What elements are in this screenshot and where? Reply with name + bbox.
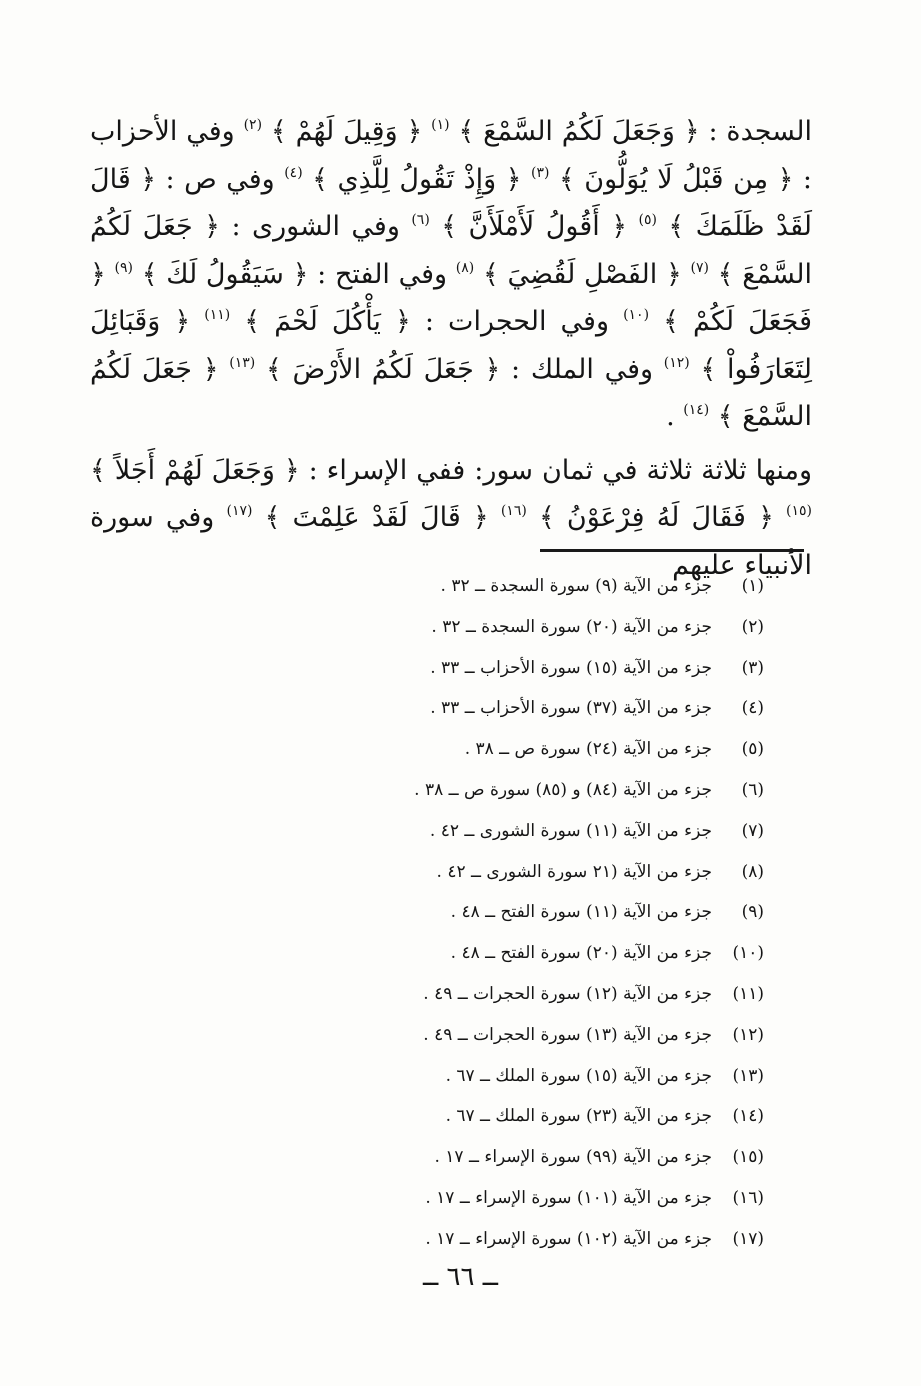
footnote-reference: (١١) [204, 307, 231, 323]
footnote-number: (١٦) [732, 1187, 764, 1208]
footnote-text: جزء من الآية (٢١ سورة الشورى ــ ٤٢ . [436, 861, 712, 882]
footnote-text: جزء من الآية (٢٠) سورة السجدة ــ ٣٢ . [431, 616, 712, 637]
footnote-reference: (٣) [530, 164, 550, 181]
footnote-text: جزء من الآية (١٢) سورة الحجرات ــ ٤٩ . [423, 983, 712, 1004]
footnote-item [164, 1219, 764, 1260]
footnote-reference: (٩) [114, 259, 133, 276]
footnote-text: جزء من الآية (٢٠) سورة الفتح ــ ٤٨ . [450, 943, 712, 964]
text-run: وفي الأحزاب : ﴿ مِن قَبْلُ لَا يُوَلُّونَ ﴾ [90, 116, 812, 195]
footnote-item [164, 729, 764, 770]
footnote-number: (١٣) [732, 1065, 764, 1086]
footnote-item [164, 1056, 764, 1097]
footnote-reference: (٤) [284, 164, 303, 181]
text-run: وفي الحجرات : ﴿ يَأْكُلَ لَحْمَ ﴾ [230, 306, 624, 337]
footnote-separator [540, 549, 804, 552]
text-run: وفي الملك : ﴿ جَعَلَ لَكُمُ الأَرْضَ ﴾ [255, 353, 664, 385]
footnote-reference: (١٠) [623, 307, 650, 323]
footnote-item [164, 688, 764, 729]
footnote-text: جزء من الآية (٣٧) سورة الأحزاب ــ ٣٣ . [430, 698, 712, 719]
footnote-number: (٣) [741, 657, 764, 678]
footnote-item [164, 566, 764, 607]
text-run: ﴿ الفَصْلِ لَقُضِيَ ﴾ [474, 258, 691, 290]
page-number: ــ ٦٦ ــ [423, 1262, 498, 1292]
footnote-item [164, 1015, 764, 1056]
footnote-reference: (١٢) [663, 354, 690, 371]
footnote-item [164, 1178, 764, 1219]
footnote-number: (٤) [741, 698, 764, 719]
text-run: وفي ص : ﴿ قَالَ لَقَدْ ظَلَمَكَ ﴾ [90, 163, 812, 242]
footnote-text: جزء من الآية (١٥) سورة الملك ــ ٦٧ . [445, 1065, 712, 1086]
footnote-text: جزء من الآية (٢٣) سورة الملك ــ ٦٧ . [445, 1106, 712, 1127]
footnote-number: (٢) [741, 616, 764, 637]
footnote-text: جزء من الآية (١١) سورة الشورى ــ ٤٢ . [429, 820, 712, 841]
text-run: ﴿ قَالَ لَقَدْ عَلِمْتَ ﴾ [252, 502, 501, 533]
footnote-reference: (١٧) [226, 503, 253, 519]
footnote-text: جزء من الآية (١٥) سورة الأحزاب ــ ٣٣ . [430, 657, 712, 678]
footnote-number: (١٤) [732, 1106, 764, 1127]
text-run: ﴿ وَقِيلَ لَهُمْ ﴾ [262, 116, 432, 147]
text-run: ﴿ وَقَبَائِلَ لِتَعَارَفُواْ ﴾ [90, 306, 813, 385]
footnote-item [164, 852, 764, 893]
footnote-item [164, 811, 764, 852]
footnote-item [164, 607, 764, 648]
text-run: ﴿ فَقَالَ لَهُ فِرْعَوْنُ ﴾ [526, 502, 787, 533]
footnote-text: جزء من الآية (١٣) سورة الحجرات ــ ٤٩ . [423, 1024, 712, 1045]
footnote-reference: (١٥) [786, 503, 812, 519]
footnote-number: (١) [741, 576, 764, 596]
footnote-text: جزء من الآية (٨٤) و (٨٥) سورة ص ــ ٣٨ . [414, 779, 712, 800]
footnote-reference: (١٦) [500, 503, 527, 519]
footnote-reference: (٧) [690, 259, 709, 276]
footnote-reference: (١٣) [229, 354, 256, 371]
text-run: ﴿ جَعَلَ لَكُمُ السَّمْعَ ﴾ [90, 353, 812, 432]
footnote-reference: (٥) [638, 212, 657, 228]
footnote-number: (٥) [741, 739, 764, 760]
footnote-item [164, 648, 764, 689]
text-run: السجدة : ﴿ وَجَعَلَ لَكُمُ السَّمْعَ ﴾ [449, 116, 812, 147]
footnotes-list [164, 566, 764, 1260]
footnote-item [164, 1137, 764, 1178]
footnote-item [164, 892, 764, 933]
footnote-number: (١٢) [732, 1024, 764, 1045]
footnote-reference: (١٤) [683, 402, 710, 418]
text-run: وفي سورة الأنبياء عليهم [90, 502, 812, 581]
footnote-number: (٧) [741, 820, 764, 841]
text-run: ومنها ثلاثة ثلاثة في ثمان سور: ففي الإسراء : ﴿ وَجَعَلَ لَهُمْ أَجَلاً ﴾ [90, 454, 812, 486]
main-paragraph-1 [90, 108, 812, 441]
main-text [90, 108, 812, 589]
footnote-reference: (٢) [243, 117, 263, 133]
footnote-text: جزء من الآية (٩٩) سورة الإسراء ــ ١٧ . [434, 1147, 712, 1168]
footnote-item [164, 933, 764, 974]
footnote-reference: (٨) [455, 259, 475, 276]
footnote-item [164, 974, 764, 1015]
text-run: وفي الفتح : ﴿ سَيَقُولُ لَكَ ﴾ [133, 258, 456, 290]
text-run: ﴿ فَجَعَلَ لَكُمْ ﴾ [90, 258, 812, 337]
footnote-text: جزء من الآية (٩) سورة السجدة ــ ٣٢ . [440, 576, 712, 596]
text-run: ﴿ وَإِذْ تَقُولُ لِلَّذِي ﴾ [302, 163, 531, 195]
footnote-reference: (١) [431, 117, 450, 133]
text-run: ﴿ أَقُولُ لَأَمْلَأَنَّ ﴾ [429, 211, 639, 242]
footnote-number: (٦) [741, 779, 764, 800]
text-run: وفي الشورى : ﴿ جَعَلَ لَكُمُ السَّمْعَ ﴾ [90, 211, 812, 290]
footnote-reference: (٦) [411, 212, 430, 228]
footnote-text: جزء من الآية (١١) سورة الفتح ــ ٤٨ . [450, 902, 712, 923]
footnote-number: (١١) [732, 983, 764, 1004]
footnote-text: جزء من الآية (١٠٢) سورة الإسراء ــ ١٧ . [425, 1228, 712, 1249]
footnote-text: جزء من الآية (١٠١) سورة الإسراء ــ ١٧ . [425, 1187, 712, 1208]
footnote-item [164, 1096, 764, 1137]
text-run: . [666, 401, 684, 432]
footnote-number: (١٧) [732, 1228, 764, 1249]
footnote-text: جزء من الآية (٢٤) سورة ص ــ ٣٨ . [464, 739, 712, 760]
footnote-number: (١٥) [732, 1147, 764, 1168]
footnote-number: (١٠) [732, 943, 764, 964]
footnote-number: (٨) [741, 861, 764, 882]
footnote-number: (٩) [741, 902, 764, 923]
footnote-item [164, 770, 764, 811]
